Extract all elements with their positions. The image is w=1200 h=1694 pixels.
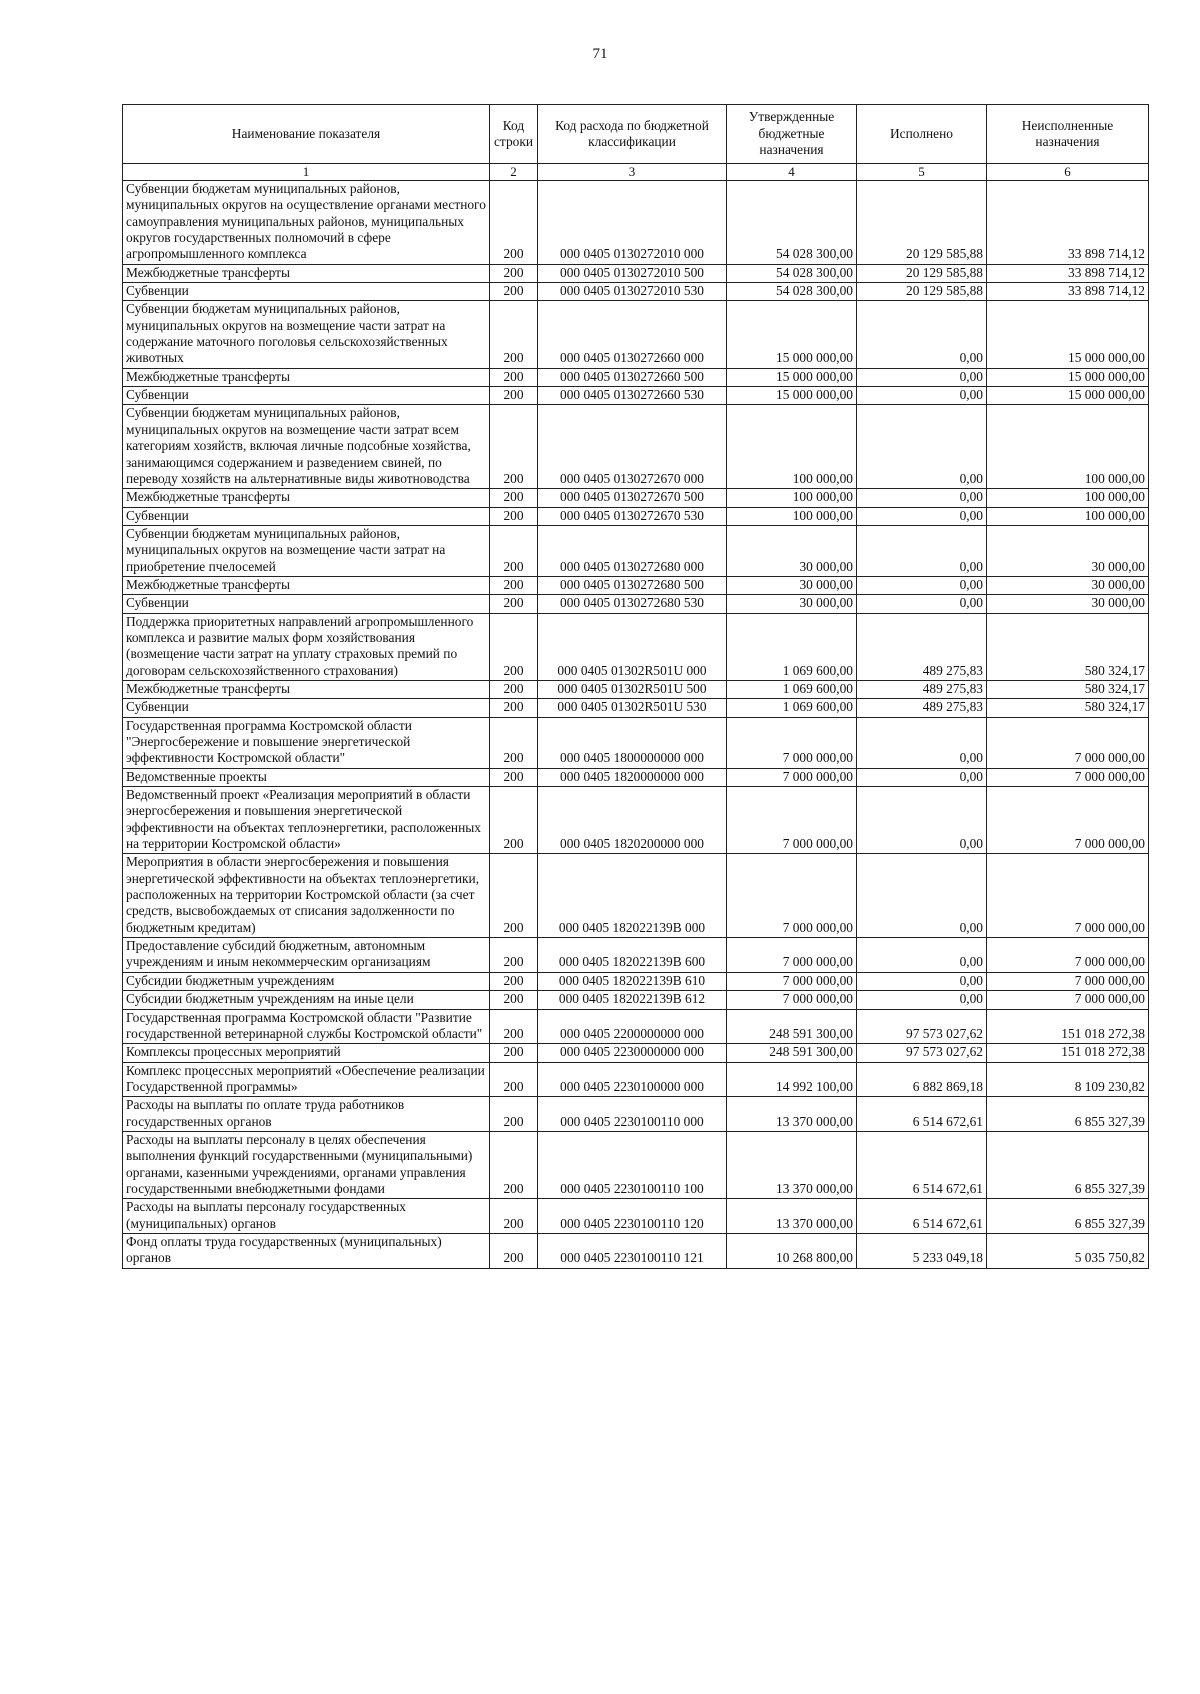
line-code-cell: 200 bbox=[490, 1131, 538, 1198]
table-row bbox=[123, 1233, 1149, 1268]
budget-code-cell: 000 0405 1800000000 000 bbox=[538, 717, 727, 768]
budget-code-cell: 000 0405 0130272680 500 bbox=[538, 576, 727, 594]
table-row bbox=[123, 1062, 1149, 1097]
executed-amount-cell: 489 275,83 bbox=[857, 613, 987, 680]
approved-amount-cell: 100 000,00 bbox=[727, 489, 857, 507]
executed-amount-cell: 0,00 bbox=[857, 787, 987, 854]
executed-amount-cell: 0,00 bbox=[857, 405, 987, 489]
budget-code-cell: 000 0405 2200000000 000 bbox=[538, 1009, 727, 1044]
unexecuted-amount-cell: 30 000,00 bbox=[987, 525, 1149, 576]
approved-amount-cell: 1 069 600,00 bbox=[727, 680, 857, 698]
line-code-cell: 200 bbox=[490, 595, 538, 613]
unexecuted-amount-cell: 33 898 714,12 bbox=[987, 264, 1149, 282]
executed-amount-cell: 6 514 672,61 bbox=[857, 1131, 987, 1198]
approved-amount-cell: 54 028 300,00 bbox=[727, 264, 857, 282]
table-row bbox=[123, 991, 1149, 1009]
table-row bbox=[123, 405, 1149, 489]
indicator-name-cell: Комплексы процессных мероприятий bbox=[123, 1044, 490, 1062]
executed-amount-cell: 97 573 027,62 bbox=[857, 1009, 987, 1044]
executed-amount-cell: 0,00 bbox=[857, 387, 987, 405]
approved-amount-cell: 30 000,00 bbox=[727, 576, 857, 594]
approved-amount-cell: 7 000 000,00 bbox=[727, 717, 857, 768]
executed-amount-cell: 0,00 bbox=[857, 595, 987, 613]
col-number: 3 bbox=[538, 164, 727, 181]
executed-amount-cell: 489 275,83 bbox=[857, 699, 987, 717]
indicator-name-cell: Межбюджетные трансферты bbox=[123, 264, 490, 282]
unexecuted-amount-cell: 6 855 327,39 bbox=[987, 1131, 1149, 1198]
budget-code-cell: 000 0405 2230000000 000 bbox=[538, 1044, 727, 1062]
unexecuted-amount-cell: 15 000 000,00 bbox=[987, 368, 1149, 386]
approved-amount-cell: 10 268 800,00 bbox=[727, 1233, 857, 1268]
line-code-cell: 200 bbox=[490, 301, 538, 368]
approved-amount-cell: 15 000 000,00 bbox=[727, 368, 857, 386]
indicator-name-cell: Межбюджетные трансферты bbox=[123, 576, 490, 594]
unexecuted-amount-cell: 100 000,00 bbox=[987, 507, 1149, 525]
budget-code-cell: 000 0405 182022139B 610 bbox=[538, 972, 727, 990]
executed-amount-cell: 0,00 bbox=[857, 938, 987, 973]
line-code-cell: 200 bbox=[490, 991, 538, 1009]
executed-amount-cell: 0,00 bbox=[857, 525, 987, 576]
indicator-name-cell: Субсидии бюджетным учреждениям bbox=[123, 972, 490, 990]
table-row bbox=[123, 854, 1149, 938]
budget-code-cell: 000 0405 2230100110 121 bbox=[538, 1233, 727, 1268]
col-number: 1 bbox=[123, 164, 490, 181]
indicator-name-cell: Комплекс процессных мероприятий «Обеспечение реализации Государственной программы» bbox=[123, 1062, 490, 1097]
col-header-budget-code: Код расхода по бюджетной классификации bbox=[538, 105, 727, 164]
budget-code-cell: 000 0405 0130272660 500 bbox=[538, 368, 727, 386]
executed-amount-cell: 20 129 585,88 bbox=[857, 264, 987, 282]
indicator-name-cell: Субсидии бюджетным учреждениям на иные цели bbox=[123, 991, 490, 1009]
table-row bbox=[123, 1131, 1149, 1198]
unexecuted-amount-cell: 7 000 000,00 bbox=[987, 717, 1149, 768]
table-row bbox=[123, 368, 1149, 386]
line-code-cell: 200 bbox=[490, 938, 538, 973]
indicator-name-cell: Субвенции бюджетам муниципальных районов, муниципальных округов на возмещение части затрат всем категориям хозяйств, включая личные подсобные хозяйства, занимающимся содержанием и разведением свиней, по переводу хозяйств на альтернативные виды животноводства bbox=[123, 405, 490, 489]
approved-amount-cell: 54 028 300,00 bbox=[727, 283, 857, 301]
indicator-name-cell: Расходы на выплаты персоналу государственных (муниципальных) органов bbox=[123, 1199, 490, 1234]
executed-amount-cell: 0,00 bbox=[857, 991, 987, 1009]
page-number: 71 bbox=[592, 46, 608, 62]
table-row bbox=[123, 264, 1149, 282]
table-row bbox=[123, 576, 1149, 594]
line-code-cell: 200 bbox=[490, 699, 538, 717]
unexecuted-amount-cell: 7 000 000,00 bbox=[987, 972, 1149, 990]
indicator-name-cell: Предоставление субсидий бюджетным, автономным учреждениям и иным некоммерческим организациям bbox=[123, 938, 490, 973]
unexecuted-amount-cell: 580 324,17 bbox=[987, 699, 1149, 717]
unexecuted-amount-cell: 580 324,17 bbox=[987, 613, 1149, 680]
approved-amount-cell: 7 000 000,00 bbox=[727, 938, 857, 973]
line-code-cell: 200 bbox=[490, 680, 538, 698]
executed-amount-cell: 0,00 bbox=[857, 972, 987, 990]
indicator-name-cell: Расходы на выплаты персоналу в целях обеспечения выполнения функций государственными (муниципальными) органами, казенными учреждениями, органами управления государственными внебюджетными фондами bbox=[123, 1131, 490, 1198]
table-row bbox=[123, 1009, 1149, 1044]
indicator-name-cell: Межбюджетные трансферты bbox=[123, 368, 490, 386]
approved-amount-cell: 100 000,00 bbox=[727, 405, 857, 489]
col-number: 5 bbox=[857, 164, 987, 181]
line-code-cell: 200 bbox=[490, 1009, 538, 1044]
unexecuted-amount-cell: 8 109 230,82 bbox=[987, 1062, 1149, 1097]
line-code-cell: 200 bbox=[490, 1044, 538, 1062]
approved-amount-cell: 248 591 300,00 bbox=[727, 1009, 857, 1044]
approved-amount-cell: 14 992 100,00 bbox=[727, 1062, 857, 1097]
approved-amount-cell: 30 000,00 bbox=[727, 595, 857, 613]
executed-amount-cell: 0,00 bbox=[857, 768, 987, 786]
budget-code-cell: 000 0405 0130272010 000 bbox=[538, 181, 727, 265]
indicator-name-cell: Мероприятия в области энергосбережения и повышения энергетической эффективности на объектах теплоэнергетики, расположенных на территории Костромской области (за счет средств, высвобождаемых от списания задолженности по бюджетным кредитам) bbox=[123, 854, 490, 938]
budget-code-cell: 000 0405 0130272680 000 bbox=[538, 525, 727, 576]
budget-code-cell: 000 0405 0130272010 530 bbox=[538, 283, 727, 301]
budget-code-cell: 000 0405 0130272670 500 bbox=[538, 489, 727, 507]
executed-amount-cell: 5 233 049,18 bbox=[857, 1233, 987, 1268]
table-row bbox=[123, 768, 1149, 786]
approved-amount-cell: 7 000 000,00 bbox=[727, 787, 857, 854]
indicator-name-cell: Субвенции бюджетам муниципальных районов, муниципальных округов на возмещение части затрат на содержание маточного поголовья сельскохозяйственных животных bbox=[123, 301, 490, 368]
executed-amount-cell: 6 882 869,18 bbox=[857, 1062, 987, 1097]
table-row bbox=[123, 387, 1149, 405]
indicator-name-cell: Государственная программа Костромской области "Развитие государственной ветеринарной службы Костромской области" bbox=[123, 1009, 490, 1044]
executed-amount-cell: 6 514 672,61 bbox=[857, 1097, 987, 1132]
line-code-cell: 200 bbox=[490, 768, 538, 786]
unexecuted-amount-cell: 30 000,00 bbox=[987, 576, 1149, 594]
unexecuted-amount-cell: 5 035 750,82 bbox=[987, 1233, 1149, 1268]
approved-amount-cell: 248 591 300,00 bbox=[727, 1044, 857, 1062]
column-number-row bbox=[123, 164, 1149, 181]
approved-amount-cell: 15 000 000,00 bbox=[727, 387, 857, 405]
budget-code-cell: 000 0405 1820200000 000 bbox=[538, 787, 727, 854]
line-code-cell: 200 bbox=[490, 368, 538, 386]
unexecuted-amount-cell: 33 898 714,12 bbox=[987, 283, 1149, 301]
unexecuted-amount-cell: 100 000,00 bbox=[987, 405, 1149, 489]
line-code-cell: 200 bbox=[490, 787, 538, 854]
executed-amount-cell: 0,00 bbox=[857, 576, 987, 594]
line-code-cell: 200 bbox=[490, 854, 538, 938]
table-row bbox=[123, 717, 1149, 768]
col-header-executed: Исполнено bbox=[857, 105, 987, 164]
col-header-approved: Утвержденные бюджетные назначения bbox=[727, 105, 857, 164]
executed-amount-cell: 489 275,83 bbox=[857, 680, 987, 698]
unexecuted-amount-cell: 7 000 000,00 bbox=[987, 938, 1149, 973]
approved-amount-cell: 13 370 000,00 bbox=[727, 1097, 857, 1132]
col-number: 2 bbox=[490, 164, 538, 181]
table-row bbox=[123, 613, 1149, 680]
line-code-cell: 200 bbox=[490, 489, 538, 507]
indicator-name-cell: Межбюджетные трансферты bbox=[123, 680, 490, 698]
unexecuted-amount-cell: 33 898 714,12 bbox=[987, 181, 1149, 265]
executed-amount-cell: 0,00 bbox=[857, 717, 987, 768]
executed-amount-cell: 0,00 bbox=[857, 507, 987, 525]
executed-amount-cell: 6 514 672,61 bbox=[857, 1199, 987, 1234]
table-row bbox=[123, 1097, 1149, 1132]
unexecuted-amount-cell: 15 000 000,00 bbox=[987, 301, 1149, 368]
unexecuted-amount-cell: 100 000,00 bbox=[987, 489, 1149, 507]
line-code-cell: 200 bbox=[490, 525, 538, 576]
budget-code-cell: 000 0405 182022139B 000 bbox=[538, 854, 727, 938]
indicator-name-cell: Субвенции bbox=[123, 387, 490, 405]
line-code-cell: 200 bbox=[490, 1062, 538, 1097]
budget-code-cell: 000 0405 2230100000 000 bbox=[538, 1062, 727, 1097]
line-code-cell: 200 bbox=[490, 181, 538, 265]
budget-code-cell: 000 0405 2230100110 000 bbox=[538, 1097, 727, 1132]
budget-code-cell: 000 0405 2230100110 120 bbox=[538, 1199, 727, 1234]
line-code-cell: 200 bbox=[490, 283, 538, 301]
table-body bbox=[123, 181, 1149, 1269]
approved-amount-cell: 7 000 000,00 bbox=[727, 972, 857, 990]
approved-amount-cell: 54 028 300,00 bbox=[727, 181, 857, 265]
approved-amount-cell: 15 000 000,00 bbox=[727, 301, 857, 368]
line-code-cell: 200 bbox=[490, 387, 538, 405]
unexecuted-amount-cell: 7 000 000,00 bbox=[987, 787, 1149, 854]
budget-code-cell: 000 0405 0130272010 500 bbox=[538, 264, 727, 282]
table-row bbox=[123, 489, 1149, 507]
indicator-name-cell: Ведомственные проекты bbox=[123, 768, 490, 786]
budget-code-cell: 000 0405 01302R501U 530 bbox=[538, 699, 727, 717]
table-row bbox=[123, 301, 1149, 368]
budget-code-cell: 000 0405 01302R501U 500 bbox=[538, 680, 727, 698]
table-row bbox=[123, 525, 1149, 576]
budget-code-cell: 000 0405 1820000000 000 bbox=[538, 768, 727, 786]
approved-amount-cell: 30 000,00 bbox=[727, 525, 857, 576]
line-code-cell: 200 bbox=[490, 717, 538, 768]
table-row bbox=[123, 699, 1149, 717]
approved-amount-cell: 1 069 600,00 bbox=[727, 613, 857, 680]
executed-amount-cell: 20 129 585,88 bbox=[857, 283, 987, 301]
indicator-name-cell: Поддержка приоритетных направлений агропромышленного комплекса и развитие малых форм хозяйствования (возмещение части затрат на уплату страховых премий по договорам сельскохозяйственного страхования) bbox=[123, 613, 490, 680]
unexecuted-amount-cell: 151 018 272,38 bbox=[987, 1009, 1149, 1044]
indicator-name-cell: Субвенции bbox=[123, 507, 490, 525]
executed-amount-cell: 0,00 bbox=[857, 368, 987, 386]
unexecuted-amount-cell: 7 000 000,00 bbox=[987, 768, 1149, 786]
indicator-name-cell: Субвенции bbox=[123, 283, 490, 301]
approved-amount-cell: 13 370 000,00 bbox=[727, 1131, 857, 1198]
budget-code-cell: 000 0405 182022139B 612 bbox=[538, 991, 727, 1009]
table-row bbox=[123, 595, 1149, 613]
table-row bbox=[123, 1199, 1149, 1234]
approved-amount-cell: 7 000 000,00 bbox=[727, 768, 857, 786]
indicator-name-cell: Межбюджетные трансферты bbox=[123, 489, 490, 507]
line-code-cell: 200 bbox=[490, 405, 538, 489]
executed-amount-cell: 0,00 bbox=[857, 301, 987, 368]
unexecuted-amount-cell: 151 018 272,38 bbox=[987, 1044, 1149, 1062]
budget-code-cell: 000 0405 0130272660 000 bbox=[538, 301, 727, 368]
budget-table bbox=[122, 104, 1149, 1269]
table-row bbox=[123, 181, 1149, 265]
unexecuted-amount-cell: 6 855 327,39 bbox=[987, 1097, 1149, 1132]
table-row bbox=[123, 1044, 1149, 1062]
budget-code-cell: 000 0405 2230100110 100 bbox=[538, 1131, 727, 1198]
line-code-cell: 200 bbox=[490, 1199, 538, 1234]
indicator-name-cell: Субвенции бюджетам муниципальных районов, муниципальных округов на возмещение части затрат на приобретение пчелосемей bbox=[123, 525, 490, 576]
table-row bbox=[123, 283, 1149, 301]
executed-amount-cell: 97 573 027,62 bbox=[857, 1044, 987, 1062]
budget-code-cell: 000 0405 182022139B 600 bbox=[538, 938, 727, 973]
col-number: 4 bbox=[727, 164, 857, 181]
unexecuted-amount-cell: 30 000,00 bbox=[987, 595, 1149, 613]
line-code-cell: 200 bbox=[490, 1097, 538, 1132]
executed-amount-cell: 0,00 bbox=[857, 489, 987, 507]
indicator-name-cell: Субвенции bbox=[123, 699, 490, 717]
line-code-cell: 200 bbox=[490, 613, 538, 680]
budget-code-cell: 000 0405 0130272670 530 bbox=[538, 507, 727, 525]
executed-amount-cell: 20 129 585,88 bbox=[857, 181, 987, 265]
col-header-name: Наименование показателя bbox=[123, 105, 490, 164]
indicator-name-cell: Субвенции бюджетам муниципальных районов, муниципальных округов на осуществление органами местного самоуправления муниципальных районов, муниципальных округов государственных полномочий в сфере агропромышленного комплекса bbox=[123, 181, 490, 265]
unexecuted-amount-cell: 6 855 327,39 bbox=[987, 1199, 1149, 1234]
budget-code-cell: 000 0405 0130272660 530 bbox=[538, 387, 727, 405]
line-code-cell: 200 bbox=[490, 507, 538, 525]
indicator-name-cell: Фонд оплаты труда государственных (муниципальных) органов bbox=[123, 1233, 490, 1268]
indicator-name-cell: Государственная программа Костромской области "Энергосбережение и повышение энергетической эффективности Костромской области" bbox=[123, 717, 490, 768]
unexecuted-amount-cell: 15 000 000,00 bbox=[987, 387, 1149, 405]
col-header-unexecuted: Неисполненные назначения bbox=[987, 105, 1149, 164]
table-header bbox=[123, 105, 1149, 181]
table-row bbox=[123, 972, 1149, 990]
executed-amount-cell: 0,00 bbox=[857, 854, 987, 938]
unexecuted-amount-cell: 7 000 000,00 bbox=[987, 854, 1149, 938]
budget-code-cell: 000 0405 01302R501U 000 bbox=[538, 613, 727, 680]
approved-amount-cell: 13 370 000,00 bbox=[727, 1199, 857, 1234]
indicator-name-cell: Субвенции bbox=[123, 595, 490, 613]
budget-code-cell: 000 0405 0130272680 530 bbox=[538, 595, 727, 613]
indicator-name-cell: Ведомственный проект «Реализация мероприятий в области энергосбережения и повышения энергетической эффективности на объектах теплоэнергетики, расположенных на территории Костромской области» bbox=[123, 787, 490, 854]
approved-amount-cell: 1 069 600,00 bbox=[727, 699, 857, 717]
line-code-cell: 200 bbox=[490, 264, 538, 282]
col-number: 6 bbox=[987, 164, 1149, 181]
line-code-cell: 200 bbox=[490, 972, 538, 990]
table-row bbox=[123, 680, 1149, 698]
approved-amount-cell: 7 000 000,00 bbox=[727, 854, 857, 938]
unexecuted-amount-cell: 7 000 000,00 bbox=[987, 991, 1149, 1009]
line-code-cell: 200 bbox=[490, 576, 538, 594]
indicator-name-cell: Расходы на выплаты по оплате труда работников государственных органов bbox=[123, 1097, 490, 1132]
unexecuted-amount-cell: 580 324,17 bbox=[987, 680, 1149, 698]
approved-amount-cell: 100 000,00 bbox=[727, 507, 857, 525]
col-header-line-code: Код строки bbox=[490, 105, 538, 164]
table-row bbox=[123, 787, 1149, 854]
line-code-cell: 200 bbox=[490, 1233, 538, 1268]
budget-code-cell: 000 0405 0130272670 000 bbox=[538, 405, 727, 489]
table-row bbox=[123, 938, 1149, 973]
approved-amount-cell: 7 000 000,00 bbox=[727, 991, 857, 1009]
table-row bbox=[123, 507, 1149, 525]
header-row bbox=[123, 105, 1149, 164]
